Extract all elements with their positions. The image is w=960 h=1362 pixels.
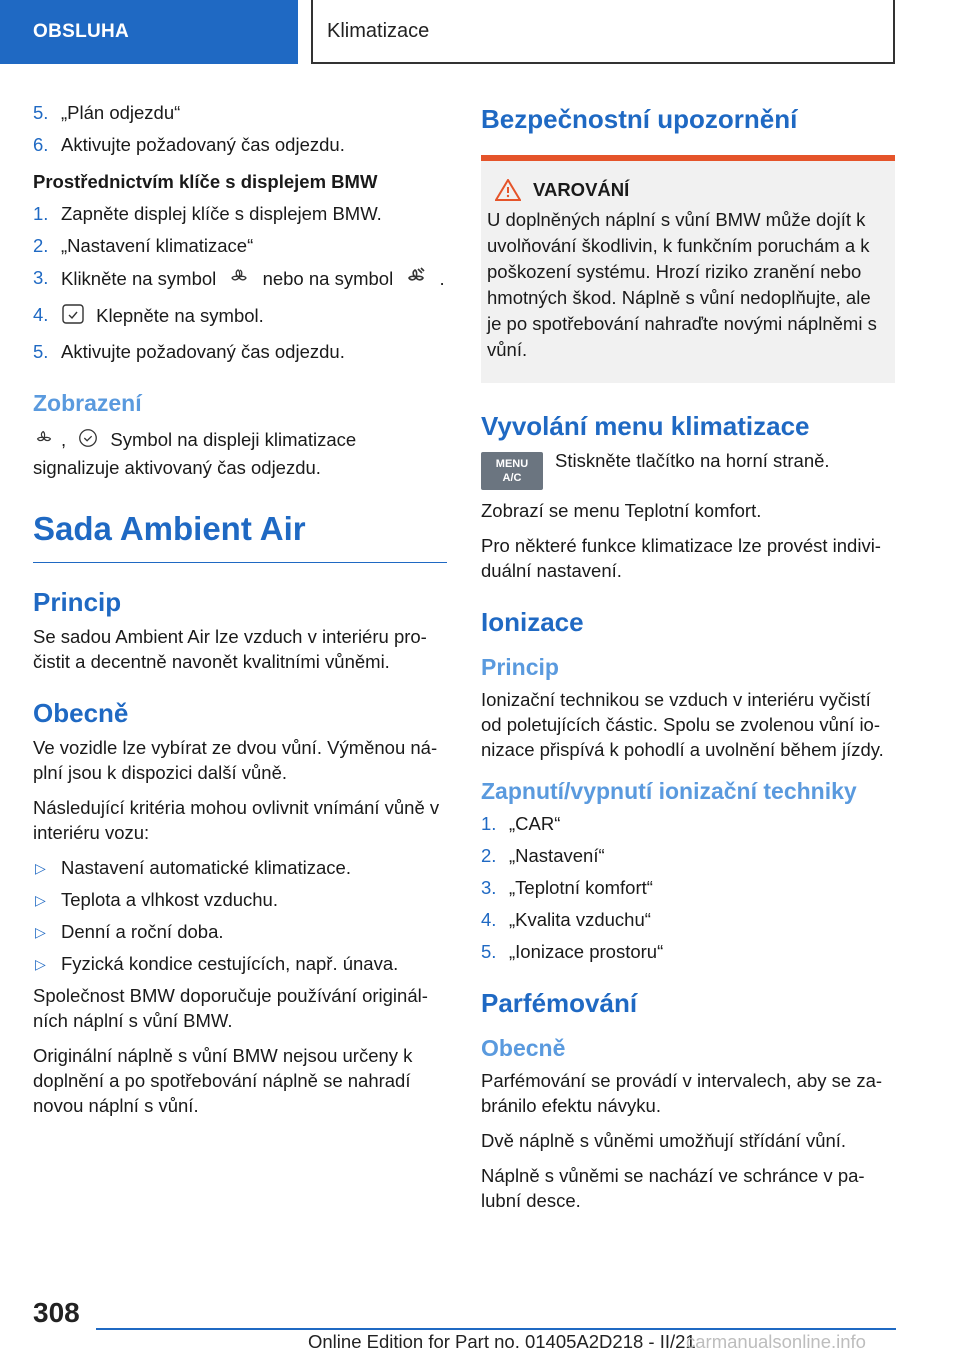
step-number: 3. (33, 267, 49, 288)
key-heading: Prostřednictvím klíče s displejem BMW (33, 171, 378, 192)
list-item (481, 907, 895, 932)
step-text: nebo na symbol (262, 267, 394, 289)
list-item (33, 919, 447, 944)
triangle-bullet-icon: ▷ (35, 860, 46, 877)
display-heading: Zobrazení (33, 390, 142, 416)
step-text: „CAR“ (509, 813, 561, 834)
step-number: 5. (33, 341, 49, 362)
safety-heading: Bezpečnostní upozornění (481, 104, 798, 134)
step-text: „Nastavení klimatizace“ (61, 235, 254, 256)
princip-heading: Princip (33, 587, 122, 618)
perf-heading: Parfémování (481, 988, 638, 1018)
display-comma: , (61, 429, 67, 450)
step-text: Zapněte displej klíče s displejem BMW. (61, 203, 382, 224)
list-item (33, 233, 447, 258)
steps-top (33, 100, 447, 157)
page-number: 308 (33, 1297, 80, 1328)
step-number: 3. (481, 877, 497, 898)
menu-button-line2: A/C (502, 472, 522, 484)
obecne-p3: Společnost BMW doporučuje používání originál-ních náplní s vůní BMW. (33, 985, 428, 1032)
ion-onoff-heading: Zapnutí/vypnutí ionizační techniky (481, 778, 857, 804)
list-item (33, 855, 447, 880)
triangle-bullet-icon: ▷ (35, 924, 46, 941)
warning-text: U doplněných náplní s vůní BMW může dojít k uvolňování škodlivin, k funkčním poruchám a k poškození systému. Hrozí riziko zranění nebo hmotných škod. Náplně s vůní nedoplňujte, ale je po spotřebování nahraďte novými náplněmi s vůní. (487, 209, 877, 360)
list-item (481, 843, 895, 868)
menu-button-line1: MENU (495, 458, 529, 470)
criteria-text: Fyzická kondice cestujících, např. únava. (61, 953, 399, 975)
header-section (0, 0, 298, 64)
step-text: Aktivujte požadovaný čas odjezdu. (61, 341, 345, 362)
header-chapter-label: Klimatizace (327, 19, 430, 42)
menu-p3: Pro některé funkce klimatizace lze provést indivi-duální nastavení. (481, 535, 881, 581)
warning-title-text: VAROVÁNÍ (533, 179, 630, 200)
princip-text: Se sadou Ambient Air lze vzduch v interiéru pro-čistit a decentně navonět kvalitními vůněmi. (33, 626, 427, 673)
ion-heading: Ionizace (481, 607, 584, 637)
ion-princip-text: Ionizační technikou se vzduch v interiéru vyčistí od poletujících částic. Spolu se zvolenou vůní io-nizace přispívá k pohodlí a uvolnění během jízdy. (481, 689, 884, 760)
step-text: „Kvalita vzduchu“ (509, 909, 651, 930)
left-column (33, 100, 447, 1128)
triangle-bullet-icon: ▷ (35, 892, 46, 909)
step-text: . (439, 267, 445, 289)
fan-full-icon (404, 265, 428, 295)
obecne-heading: Obecně (33, 698, 129, 729)
list-item (33, 887, 447, 912)
step-text: „Ionizace prostoru“ (509, 941, 664, 962)
footer-divider (96, 1328, 896, 1330)
ion-princip-heading: Princip (481, 654, 559, 680)
criteria-text: Nastavení automatické klimatizace. (61, 857, 351, 879)
display-paragraph (33, 427, 447, 480)
step-text: Klepněte na symbol. (96, 304, 264, 326)
perf-p2: Dvě náplně s vůněmi umožňují střídání vůní. (481, 1130, 847, 1151)
fan-icon (33, 427, 55, 455)
step-number: 5. (481, 941, 497, 962)
right-column (481, 100, 895, 1223)
menu-ac-button (481, 452, 543, 490)
fan-icon (227, 265, 251, 295)
list-item (33, 100, 447, 125)
step-text: Klikněte na symbol (61, 267, 217, 289)
step-number: 5. (33, 102, 49, 123)
obecne-p4: Originální náplně s vůní BMW nejsou určeny k doplnění a po spotřebování náplně se nahradí novou náplní s vůní. (33, 1045, 413, 1117)
warning-triangle-icon (495, 179, 521, 201)
footer-edition: Online Edition for Part no. 01405A2D218 - II/21 (308, 1331, 696, 1352)
header-section-label: OBSLUHA (33, 21, 130, 42)
step-text: Aktivujte požadovaný čas odjezdu. (61, 134, 345, 155)
menu-heading: Vyvolání menu klimatizace (481, 411, 810, 441)
step-number: 2. (33, 235, 49, 256)
criteria-text: Denní a roční doba. (61, 921, 224, 943)
list-item (33, 339, 447, 364)
perf-obecne-heading: Obecně (481, 1035, 566, 1061)
warning-title (487, 179, 885, 201)
clock-icon (77, 427, 99, 455)
step-text: „Plán odjezdu“ (61, 102, 181, 123)
perf-p1: Parfémování se provádí v intervalech, aby se za-bránilo efektu návyku. (481, 1070, 883, 1116)
departure-timer-icon (61, 302, 85, 332)
key-steps (33, 201, 447, 364)
triangle-bullet-icon: ▷ (35, 956, 46, 973)
perf-p3: Náplně s vůněmi se nachází ve schránce v pa-lubní desce. (481, 1165, 865, 1211)
step-number: 6. (33, 134, 49, 155)
display-text: Symbol na displeji klimatizace signalizuje aktivovaný čas odjezdu. (33, 429, 357, 479)
obecne-p2: Následující kritéria mohou ovlivnit vnímání vůně v interiéru vozu: (33, 797, 440, 844)
list-item (33, 132, 447, 157)
menu-row (481, 448, 895, 498)
menu-p2: Zobrazí se menu Teplotní komfort. (481, 500, 762, 521)
step-number: 1. (33, 203, 49, 224)
header-chapter (311, 0, 895, 64)
list-item (481, 939, 895, 964)
footer-watermark: carmanualsonline.info (686, 1331, 866, 1352)
list-item (33, 201, 447, 226)
criteria-list (33, 855, 447, 976)
step-number: 1. (481, 813, 497, 834)
step-text: „Teplotní komfort“ (509, 877, 653, 898)
step-number: 4. (481, 909, 497, 930)
list-item (481, 811, 895, 836)
criteria-text: Teplota a vlhkost vzduchu. (61, 889, 278, 911)
ambient-heading: Sada Ambient Air (33, 510, 447, 563)
step-number: 4. (33, 304, 49, 325)
list-item (33, 302, 447, 332)
menu-text: Stiskněte tlačítko na horní straně. (555, 450, 830, 471)
warning-box (481, 155, 895, 383)
obecne-p1: Ve vozidle lze vybírat ze dvou vůní. Výměnou ná-plní jsou k dispozici další vůně. (33, 737, 438, 784)
list-item (33, 951, 447, 976)
list-item (481, 875, 895, 900)
ion-steps (481, 811, 895, 964)
list-item (33, 265, 447, 295)
step-text: „Nastavení“ (509, 845, 605, 866)
step-number: 2. (481, 845, 497, 866)
